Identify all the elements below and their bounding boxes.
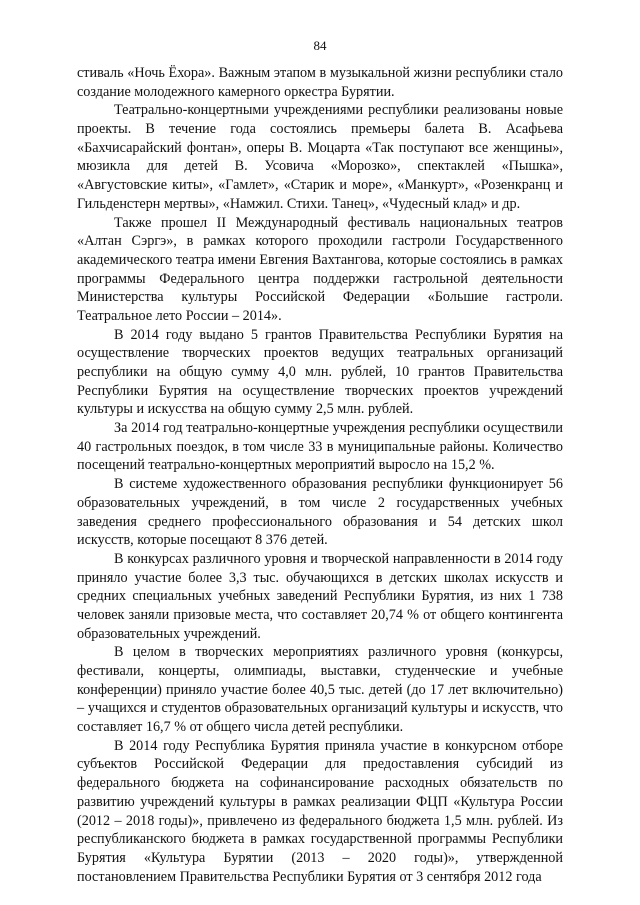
body-text [77, 64, 563, 886]
paragraph-festival-continuation: стиваль «Ночь Ёхора». Важным этапом в музыкальной жизни республики стало создание молодежного камерного оркестра Бурятии. [77, 65, 563, 100]
page-number: 84 [313, 38, 327, 53]
paragraph-creative-events: В целом в творческих мероприятиях различного уровня (конкурсы, фестивали, концерты, олимпиады, выставки, студенческие и учебные конференции) приняло участие более 40,5 тыс. детей (до 17 лет включительно) – учащихся и студентов образовательных организаций культуры и искусств, что составляет 16,7 % от общего числа детей республики. [77, 644, 563, 736]
paragraph-grants: В 2014 году выдано 5 грантов Правительства Республики Бурятия на осуществление творческих проектов ведущих театральных организаций республики на общую сумму 4,0 млн. рублей, 10 грантов Правительства Республики Бурятия на осуществление творческих проектов учреждений культуры и искусства на общую сумму 2,5 млн. рублей. [77, 326, 563, 418]
paragraph-tours: За 2014 год театрально-концертные учреждения республики осуществили 40 гастрольных поездок, в том числе 33 в муниципальные районы. Количество посещений театрально-концертных мероприятий выросло на 15,2 %. [77, 420, 563, 474]
paragraph-competitions: В конкурсах различного уровня и творческой направленности в 2014 году приняло участие более 3,3 тыс. обучающихся в детских школах искусств и средних специальных учебных заведений Республики Бурятия, из них 1 738 человек заняли призовые места, что составляет 20,74 % от общего контингента образовательных учреждений. [77, 550, 563, 642]
paragraph-theatre-premieres: Театрально-концертными учреждениями республики реализованы новые проекты. В течение года состоялись премьеры балета В. Асафьева «Бахчисарайский фонтан», оперы В. Моцарта «Так поступают все женщины», мюзикла для детей В. Усовича «Морозко», спектаклей «Пышка», «Августовские киты», «Гамлет», «Старик и море», «Манкурт», «Розенкранц и Гильденстерн мертвы», «Намжил. Стихи. Танец», «Чудесный клад» и др. [77, 102, 563, 212]
paragraph-art-education: В системе художественного образования республики функционирует 56 образовательных учреждений, в том числе 2 государственных учебных заведения среднего профессионального образования и 54 детских школ искусств, которые посещают 8 376 детей. [77, 476, 563, 549]
paragraph-federal-funding: В 2014 году Республика Бурятия приняла участие в конкурсном отборе субъектов Российской Федерации для предоставления субсидий из федерального бюджета на софинансирование расходных обязательств по развитию учреждений культуры в рамках реализации ФЦП «Культура России (2012 – 2018 годы)», привлечено из федерального бюджета 1,5 млн. рублей. Из республиканского бюджета в рамках государственной программы Республики Бурятия «Культура Бурятии (2013 – 2020 годы)», утвержденной постановлением Правительства Республики Бурятия от 3 сентября 2012 года [77, 737, 563, 885]
paragraph-international-festival: Также прошел II Международный фестиваль национальных театров «Алтан Сэргэ», в рамках которого проходили гастроли Государственного академического театра имени Евгения Вахтангова, которые состоялись в рамках программы Федерального центра поддержки гастрольной деятельности Министерства культуры Российской Федерации «Большие гастроли. Театральное лето России – 2014». [77, 214, 563, 324]
